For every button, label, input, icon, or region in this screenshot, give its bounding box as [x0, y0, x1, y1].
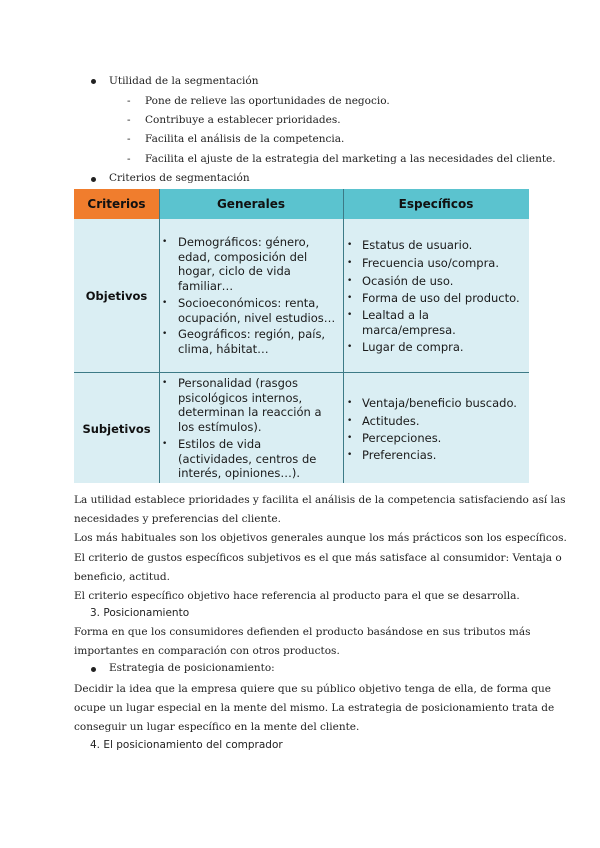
column-divider — [343, 189, 344, 483]
criterios-table — [74, 189, 529, 483]
especificos-item: Preferencias. — [362, 448, 437, 462]
paragraph-line: Decidir la idea que la empresa quiere que su público objetivo tenga de ella, de forma que — [74, 683, 551, 695]
bullet-marker: • — [347, 450, 353, 460]
text-line: Demográficos: género, — [178, 235, 310, 249]
bullet-dot — [91, 177, 96, 182]
bullet-marker: • — [347, 398, 353, 408]
bullet-marker: • — [347, 240, 353, 250]
generales-item — [178, 235, 309, 293]
row-label-objetivos: Objetivos — [85, 289, 148, 303]
text-line: marca/empresa. — [362, 322, 456, 337]
text-line: Geográficos: región, país, — [178, 327, 326, 341]
especificos-item: Ventaja/beneficio buscado. — [362, 396, 517, 410]
paragraph-line: Los más habituales son los objetivos generales aunque los más prácticos son los específicos. — [74, 532, 567, 544]
bullet-marker: • — [347, 342, 353, 352]
bullet-marker: • — [162, 378, 168, 388]
text-line: hogar, ciclo de vida — [178, 264, 291, 278]
generales-item — [178, 327, 325, 356]
text-line: Personalidad (rasgos — [178, 376, 298, 390]
dash-marker: - — [127, 133, 131, 145]
especificos-item: Lugar de compra. — [362, 340, 464, 354]
text-line: psicológicos internos, — [178, 390, 303, 405]
utilidad-item-1: Pone de relieve las oportunidades de negocio. — [145, 95, 390, 107]
generales-item — [178, 376, 322, 434]
paragraph-line: La utilidad establece prioridades y facilita el análisis de la competencia satisfaciendo así las — [74, 494, 566, 506]
paragraph-line: importantes en comparación con otros productos. — [74, 645, 340, 657]
section-heading-4: 4. El posicionamiento del comprador — [90, 739, 283, 751]
especificos-item: Frecuencia uso/compra. — [362, 256, 500, 270]
text-line: familiar… — [178, 278, 234, 293]
text-line: clima, hábitat… — [178, 341, 269, 356]
text-line: determinan la reacción a — [178, 405, 322, 419]
paragraph-line: El criterio específico objetivo hace referencia al producto para el que se desarrolla. — [74, 590, 520, 602]
dash-marker: - — [127, 153, 131, 165]
section-heading-3: 3. Posicionamiento — [90, 607, 190, 619]
bullet-marker: • — [347, 310, 353, 320]
paragraph-line: beneficio, actitud. — [74, 571, 170, 583]
especificos-item: Ocasión de uso. — [362, 274, 454, 288]
bullet-marker: • — [162, 298, 168, 308]
text-line: Estilos de vida — [178, 437, 262, 451]
dash-marker: - — [127, 95, 131, 107]
bullet-estrategia: Estrategia de posicionamiento: — [109, 662, 275, 674]
text-line: los estímulos). — [178, 419, 262, 434]
paragraph-line: necesidades y preferencias del cliente. — [74, 513, 281, 525]
text-line: ocupación, nivel estudios… — [178, 310, 336, 325]
bullet-dot — [91, 667, 96, 672]
header-criterios-label: Criterios — [87, 197, 146, 211]
bullet-criterios: Criterios de segmentación — [109, 172, 250, 184]
text-line: (actividades, centros de — [178, 451, 317, 466]
bullet-marker: • — [162, 329, 168, 339]
text-line: Socioeconómicos: renta, — [178, 296, 319, 310]
header-especificos — [343, 189, 529, 219]
row-label-subjetivos: Subjetivos — [82, 422, 151, 436]
bullet-utilidad: Utilidad de la segmentación — [109, 75, 259, 87]
bullet-marker: • — [162, 439, 168, 449]
text-line: Lealtad a la — [362, 308, 429, 322]
paragraph-line: El criterio de gustos específicos subjetivos es el que más satisface al consumidor: Ventaja o — [74, 552, 562, 564]
paragraph-line: ocupe un lugar especial en la mente del mismo. La estrategia de posicionamiento trata de — [74, 702, 555, 714]
row-divider — [74, 372, 529, 373]
header-especificos-label: Específicos — [398, 197, 474, 211]
bullet-marker: • — [347, 293, 353, 303]
bullet-marker: • — [347, 276, 353, 286]
bullet-marker: • — [347, 433, 353, 443]
utilidad-item-2: Contribuye a establecer prioridades. — [145, 114, 341, 126]
especificos-item: Percepciones. — [362, 431, 442, 445]
paragraph-line: Forma en que los consumidores defienden el producto basándose en sus tributos más — [74, 626, 531, 638]
especificos-item: Actitudes. — [362, 414, 420, 428]
column-divider — [159, 189, 160, 483]
especificos-item — [362, 308, 456, 337]
header-generales — [159, 189, 343, 219]
paragraph-line: conseguir un lugar específico en la mente del cliente. — [74, 721, 360, 733]
especificos-item: Estatus de usuario. — [362, 238, 473, 252]
header-generales-label: Generales — [216, 197, 286, 211]
utilidad-item-3: Facilita el análisis de la competencia. — [145, 133, 345, 145]
generales-item — [178, 296, 335, 325]
bullet-marker: • — [347, 416, 353, 426]
utilidad-item-4: Facilita el ajuste de la estrategia del marketing a las necesidades del cliente. — [145, 153, 556, 165]
bullet-marker: • — [347, 258, 353, 268]
header-criterios — [74, 189, 159, 219]
bullet-marker: • — [162, 237, 168, 247]
generales-item — [178, 437, 316, 481]
dash-marker: - — [127, 114, 131, 126]
text-line: edad, composición del — [178, 249, 308, 264]
especificos-item: Forma de uso del producto. — [362, 291, 520, 305]
bullet-dot — [91, 79, 96, 84]
text-line: interés, opiniones…). — [178, 466, 300, 480]
